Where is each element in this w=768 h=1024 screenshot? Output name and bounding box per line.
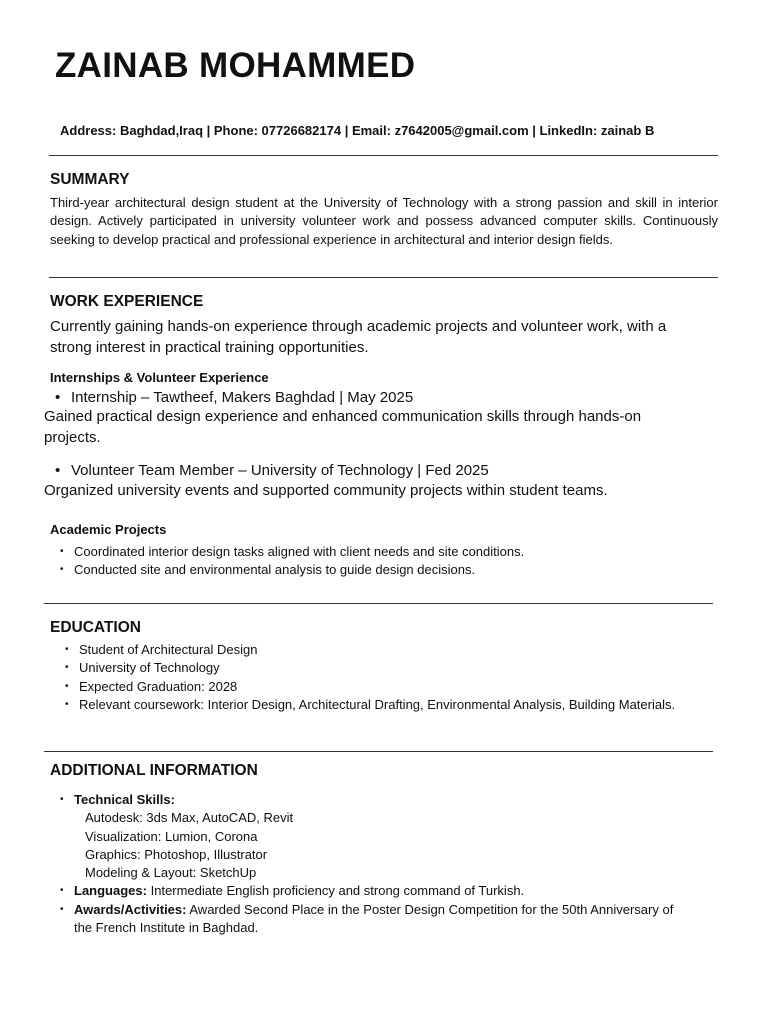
candidate-name: ZAINAB MOHAMMED — [55, 46, 416, 85]
summary-text: Third-year architectural design student at the University of Technology with a strong passion and skill in interior design. Actively participated in university volunteer work and possess advanced computer skills. Continuously seeking to develop practical and professional experience in architectural and interior design fields. — [50, 195, 718, 247]
additional-information-list — [50, 791, 690, 937]
list-item: • Student of Architectural Design — [55, 641, 685, 659]
awards-text: Awarded Second Place in the Poster Design Competition for the 50th Anniversary of the French Institute in Baghdad. — [74, 901, 674, 936]
divider — [49, 155, 718, 156]
bullet-icon: • — [55, 389, 61, 406]
divider — [49, 277, 718, 278]
list-item: • Conducted site and environmental analysis to guide design decisions. — [50, 561, 710, 579]
skill-line: Modeling & Layout: SketchUp — [85, 865, 257, 881]
academic-projects-list — [50, 543, 710, 580]
additional-information-heading: ADDITIONAL INFORMATION — [50, 762, 258, 779]
languages-label: Languages: — [74, 883, 147, 899]
entry-description: Organized university events and supported community projects within student teams. — [44, 482, 608, 499]
bullet-icon: • — [55, 462, 61, 479]
skill-line: Visualization: Lumion, Corona — [85, 828, 258, 844]
list-item — [50, 901, 690, 938]
list-item: • Relevant coursework: Interior Design, Architectural Drafting, Environmental Analysis, Building Materials. — [55, 696, 685, 714]
entry-description: Gained practical design experience and enhanced communication skills through hands-on projects. — [44, 408, 642, 446]
entry-title: Volunteer Team Member – University of Technology | Fed 2025 — [71, 462, 489, 479]
skills-label: Technical Skills: — [74, 792, 175, 807]
skill-line: Autodesk: 3ds Max, AutoCAD, Revit — [85, 810, 294, 826]
work-experience-heading: WORK EXPERIENCE — [50, 293, 204, 310]
list-item: • Expected Graduation: 2028 — [55, 678, 685, 696]
summary-heading: SUMMARY — [50, 171, 130, 188]
internships-heading: Internships & Volunteer Experience — [50, 370, 269, 385]
languages-text: Intermediate English proficiency and strong command of Turkish. — [150, 883, 525, 899]
education-list — [55, 641, 685, 714]
list-item — [50, 791, 690, 882]
work-intro: Currently gaining hands-on experience through academic projects and volunteer work, with a strong interest in practical training opportunities. — [50, 318, 667, 356]
list-item: • Coordinated interior design tasks aligned with client needs and site conditions. — [50, 543, 710, 561]
education-heading: EDUCATION — [50, 619, 141, 636]
list-item: • University of Technology — [55, 659, 685, 677]
skill-line: Graphics: Photoshop, Illustrator — [85, 846, 268, 862]
list-item — [55, 389, 413, 406]
entry-title: Internship – Tawtheef, Makers Baghdad | May 2025 — [71, 389, 414, 406]
academic-projects-heading: Academic Projects — [50, 522, 167, 537]
list-item — [50, 882, 690, 900]
divider — [44, 603, 713, 604]
awards-label: Awards/Activities: — [74, 901, 187, 917]
divider — [44, 751, 713, 752]
contact-line: Address: Baghdad,Iraq | Phone: 07726682174 | Email: z7642005@gmail.com | LinkedIn: zainab B — [60, 123, 655, 138]
list-item — [55, 462, 489, 479]
